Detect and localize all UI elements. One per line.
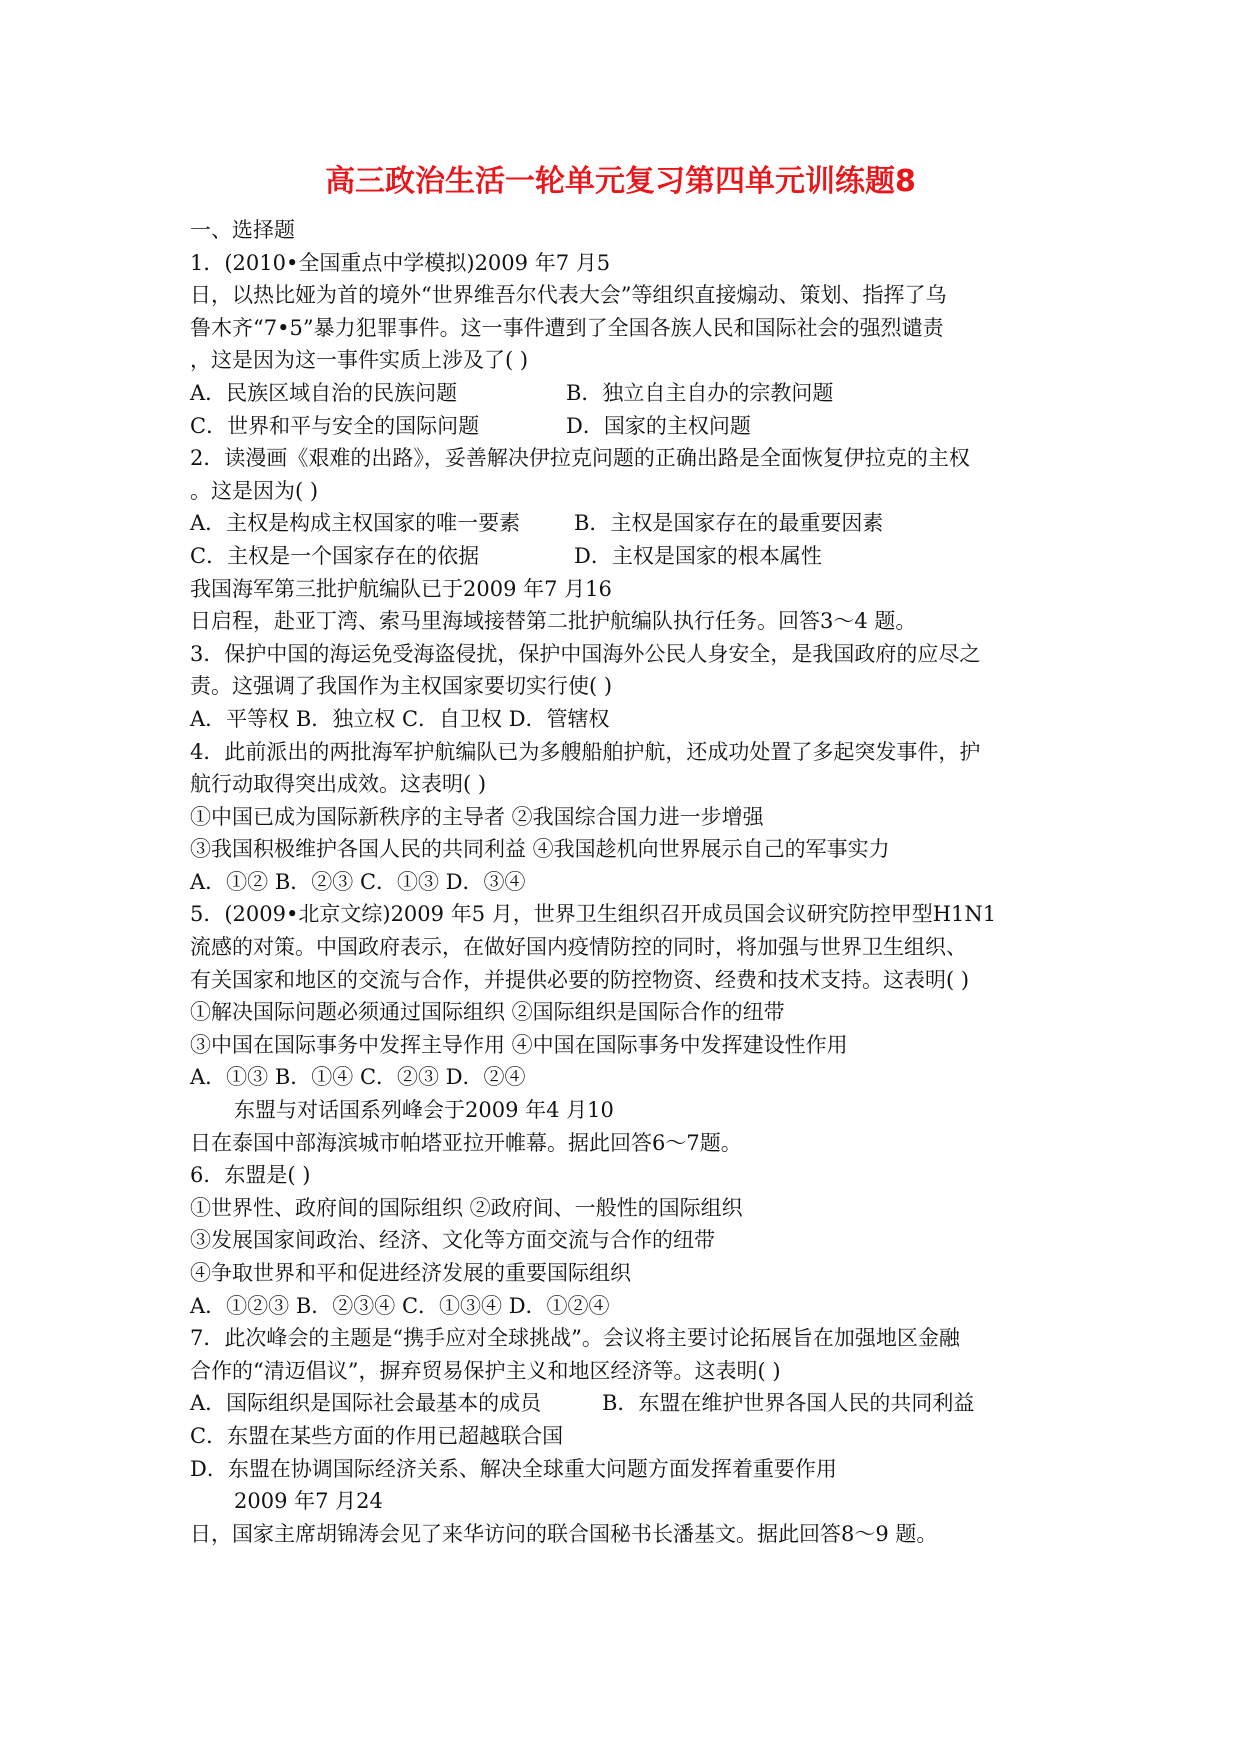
q4-stem-line-2: 航行动取得突出成效。这表明( ) [190,772,487,797]
q7-option-c: C．东盟在某些方面的作用已超越联合国 [190,1423,564,1448]
q3-stem-line-2: 责。这强调了我国作为主权国家要切实行使( ) [190,674,613,699]
q5-options: A．①③ B．①④ C．②③ D．②④ [190,1065,526,1090]
q7-option-b: B．东盟在维护世界各国人民的共同利益 [602,1391,975,1416]
q6-item-line-2: ③发展国家间政治、经济、文化等方面交流与合作的纽带 [190,1228,715,1253]
q2-stem-line-1: 2．读漫画《艰难的出路》，妥善解决伊拉克问题的正确出路是全面恢复伊拉克的主权 [190,446,970,471]
q2-option-a: A．主权是构成主权国家的唯一要素 [190,511,521,536]
document-title: 高三政治生活一轮单元复习第四单元训练题8 [325,164,916,199]
q4-item-line-2: ③我国积极维护各国人民的共同利益 ④我国趁机向世界展示自己的军事实力 [190,837,890,862]
q6-stem-line-1: 6．东盟是( ) [190,1163,311,1188]
q2-option-d: D．主权是国家的根本属性 [574,543,822,568]
q5-item-line-2: ③中国在国际事务中发挥主导作用 ④中国在国际事务中发挥建设性作用 [190,1032,848,1057]
q1-stem-line-3: 鲁木齐“7•5”暴力犯罪事件。这一事件遭到了全国各族人民和国际社会的强烈谴责 [190,315,944,340]
q6-item-line-1: ①世界性、政府间的国际组织 ②政府间、一般性的国际组织 [190,1195,743,1220]
q5-stem-line-3: 有关国家和地区的交流与合作，并提供必要的防控物资、经费和技术支持。这表明( ) [190,967,970,992]
document-body [190,214,1050,1550]
q4-options: A．①② B．②③ C．①③ D．③④ [190,869,526,894]
q1-options-row-1 [190,377,1050,410]
q7-options-row-1 [190,1387,1050,1420]
q1-option-d: D．国家的主权问题 [566,413,751,438]
q1-options-row-2 [190,410,1050,443]
q1-stem-line-4: ，这是因为这一事件实质上涉及了( ) [190,348,529,373]
q7-stem-line-1: 7．此次峰会的主题是“携手应对全球挑战”。会议将主要讨论拓展旨在加强地区金融 [190,1326,960,1351]
material-8-9-line-1: 2009 年7 月24 [234,1489,383,1514]
q2-option-c: C．主权是一个国家存在的依据 [190,543,480,568]
q2-options-row-2 [190,540,1050,573]
q7-option-a: A．国际组织是国际社会最基本的成员 [190,1391,542,1416]
q3-options: A．平等权 B．独立权 C．自卫权 D．管辖权 [190,706,610,731]
q1-option-b: B．独立自主自办的宗教问题 [566,380,834,405]
q7-stem-line-2: 合作的“清迈倡议”，摒弃贸易保护主义和地区经济等。这表明( ) [190,1358,781,1383]
q1-stem-line-1: 1．(2010•全国重点中学模拟)2009 年7 月5 [190,250,611,275]
q1-option-a: A．民族区域自治的民族问题 [190,380,458,405]
material-6-7-line-2: 日在泰国中部海滨城市帕塔亚拉开帷幕。据此回答6～7题。 [190,1130,742,1155]
q6-options: A．①②③ B．②③④ C．①③④ D．①②④ [190,1293,610,1318]
q7-option-d: D．东盟在协调国际经济关系、解决全球重大问题方面发挥着重要作用 [190,1456,837,1481]
material-8-9-line-2: 日，国家主席胡锦涛会见了来华访问的联合国秘书长潘基文。据此回答8～9 题。 [190,1521,938,1546]
q6-item-line-3: ④争取世界和平和促进经济发展的重要国际组织 [190,1261,631,1285]
material-3-4-line-1: 我国海军第三批护航编队已于2009 年7 月16 [190,576,612,601]
q2-options-row-1 [190,507,1050,540]
q1-stem-line-2: 日，以热比娅为首的境外“世界维吾尔代表大会”等组织直接煽动、策划、指挥了乌 [190,283,947,308]
q4-stem-line-1: 4．此前派出的两批海军护航编队已为多艘船舶护航，还成功处置了多起突发事件，护 [190,739,981,764]
q5-item-line-1: ①解决国际问题必须通过国际组织 ②国际组织是国际合作的纽带 [190,1000,785,1025]
q1-option-c: C．世界和平与安全的国际问题 [190,413,480,438]
q2-option-b: B．主权是国家存在的最重要因素 [574,511,884,536]
q2-stem-line-2: 。这是因为( ) [190,478,319,503]
material-3-4-line-2: 日启程，赴亚丁湾、索马里海域接替第二批护航编队执行任务。回答3～4 题。 [190,609,917,634]
q4-item-line-1: ①中国已成为国际新秩序的主导者 ②我国综合国力进一步增强 [190,804,764,829]
section-heading: 一、选择题 [190,218,295,242]
q3-stem-line-1: 3．保护中国的海运免受海盗侵扰，保护中国海外公民人身安全，是我国政府的应尽之 [190,641,981,666]
q5-stem-line-1: 5．(2009•北京文综)2009 年5 月，世界卫生组织召开成员国会议研究防控甲型H1N1 [190,902,997,927]
material-6-7-line-1: 东盟与对话国系列峰会于2009 年4 月10 [234,1098,614,1123]
q5-stem-line-2: 流感的对策。中国政府表示，在做好国内疫情防控的同时，将加强与世界卫生组织、 [190,935,967,960]
